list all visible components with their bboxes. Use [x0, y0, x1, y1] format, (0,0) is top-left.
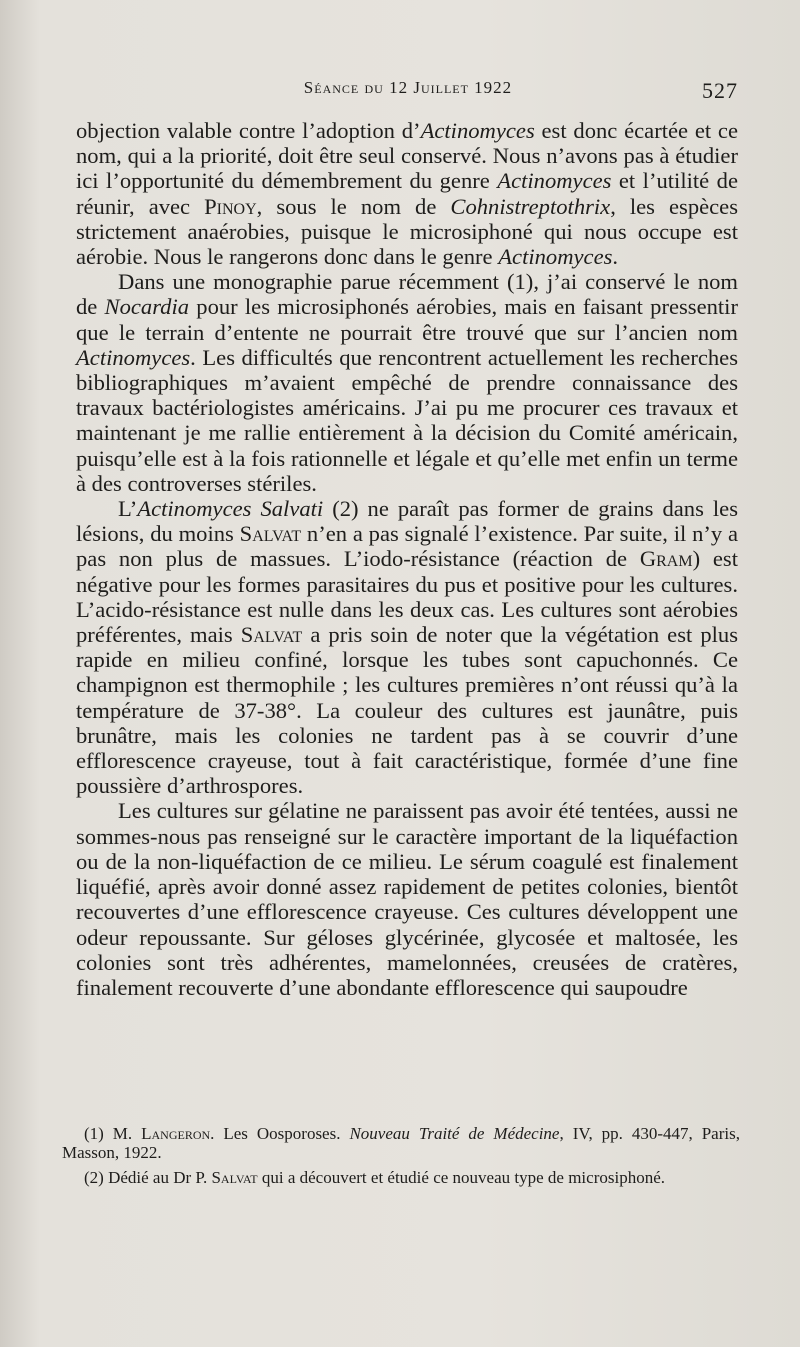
footnote [62, 1168, 740, 1187]
text-run: objection valable contre l’adoption d’ [76, 118, 421, 143]
running-header [78, 78, 738, 108]
text-run: ) est négative pour les formes parasitaires du pus et positive pour les cultures. L’acido-résistance est nulle dans les deux cas. Les cultures sont aérobies préférentes, mais [76, 546, 738, 648]
text-run: . Les Oosporoses. [210, 1124, 350, 1143]
running-title: Séance du 12 Juillet 1922 [303, 78, 513, 97]
footnote [62, 1124, 740, 1162]
page-number: 527 [702, 78, 738, 103]
text-run: L’ [118, 496, 138, 522]
small-caps-name: Salvat [240, 622, 303, 648]
italic-text: Actinomyces Salvati [137, 496, 324, 522]
text-run: (1) M. [84, 1124, 142, 1143]
text-run: a pris soin de noter que la végétation est plus rapide en milieu confiné, lorsque les tubes sont capuchonnés. Ce champignon est thermophile ; les cultures premières n’ont réussi qu’à la température de 37-38°. La couleur des cultures est jaunâtre, puis brunâtre, mais les colonies ne tardent pas à se couvrir d’une efflorescence crayeuse, tout à fait caractéristique, formée d’une fine poussière d’arthrospores. [76, 622, 739, 799]
paragraph [76, 118, 738, 269]
text-run: pour les microsiphonés aérobies, mais en faisant pressentir que le terrain d’entente ne pourrait être trouvé que sur l’ancien nom [76, 294, 738, 345]
paragraph [76, 496, 738, 798]
italic-text: Actinomyces [420, 118, 535, 143]
italic-text: Actinomyces [497, 168, 612, 194]
text-run: , les espèces strictement anaérobies, puisque le microsiphoné qui nous occupe est aérobie. Nous le rangerons donc dans le genre [76, 193, 738, 270]
italic-text: Cohnistreptothrix [450, 193, 611, 219]
small-caps-name: Salvat [211, 1168, 258, 1187]
text-run: Les cultures sur gélatine ne paraissent pas avoir été tentées, aussi ne sommes-nous pas renseigné sur le caractère important de la liquéfaction ou de la non-liquéfaction de ce milieu. Le sérum coagulé est finalement liquéfié, après avoir donné assez rapidement de petites colonies, bientôt recouvertes d’une efflorescence crayeuse. Ces cultures développent une odeur repoussante. Sur géloses glycérinée, glycosée et maltosée, les colonies sont très adhérentes, mamelonnées, creusées de cratères, finalement recouverte d’une abondante efflorescence qui saupoudre [76, 798, 738, 1000]
small-caps-name: Langeron [141, 1124, 211, 1143]
footnotes [62, 1124, 740, 1193]
text-run: (2) Dédié au Dr P. [84, 1168, 212, 1187]
italic-text: Nocardia [104, 294, 190, 320]
text-run: Dans une monographie parue récemment (1), j’ai conservé le nom de [76, 269, 738, 320]
text-run: n’en a pas signalé l’existence. Par suite, il n’y a pas non plus de massues. L’iodo-résistance (réaction de [76, 521, 739, 572]
small-caps-name: Pinoy [204, 193, 257, 219]
text-run: et l’utilité de réunir, avec [76, 168, 738, 219]
paragraph [76, 269, 738, 496]
text-run: . [612, 244, 619, 270]
text-run: . Les difficultés que rencontrent actuellement les recherches bibliographiques m’avaient empêché de prendre connaissance des travaux bactériologistes américains. J’ai pu me procurer ces travaux et maintenant je me rallie entièrement à la décision du Comité américain, puisqu’elle est à la fois rationnelle et légale et qu’elle met enfin un terme à des controverses stériles. [76, 344, 738, 496]
text-run: qui a découvert et étudié ce nouveau type de microsiphoné. [257, 1168, 665, 1187]
text-run: , IV, pp. 430-447, Paris, Masson, 1922. [62, 1124, 740, 1162]
text-run: est donc écartée et ce nom, qui a la priorité, doit être seul conservé. Nous n’avons pas à étudier ici l’opportunité du démembrement du genre [76, 118, 738, 194]
text-run: (2) ne paraît pas former de grains dans les lésions, du moins [76, 496, 738, 547]
paragraph [76, 798, 738, 1000]
italic-text: Nouveau Traité de Médecine [349, 1124, 560, 1143]
body-text [76, 118, 738, 1000]
italic-text: Actinomyces [498, 244, 613, 270]
small-caps-name: Salvat [239, 521, 302, 547]
small-caps-name: Gram [639, 546, 693, 572]
italic-text: Actinomyces [76, 344, 191, 370]
text-run: , sous le nom de [256, 193, 451, 219]
